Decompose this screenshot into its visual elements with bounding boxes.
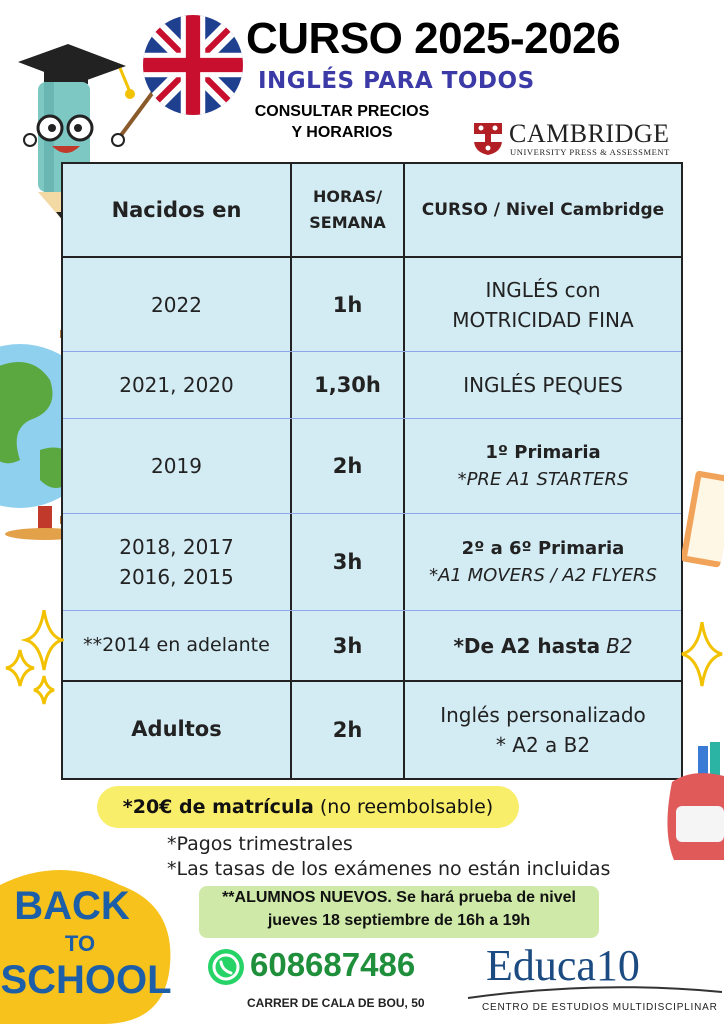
table-row-course: [405, 514, 681, 610]
new-students-line2: jueves 18 septiembre de 16h a 19h: [267, 912, 531, 929]
table-row-course: [405, 258, 681, 351]
header-hours-line2: SEMANA: [309, 213, 386, 232]
exam-fee-note: *Las tasas de los exámenes no están incluidas: [167, 858, 611, 880]
course-line2: B2: [606, 633, 633, 658]
course-line2: *PRE A1 STARTERS: [457, 469, 629, 490]
cambridge-subtitle: UNIVERSITY PRESS & ASSESSMENT: [510, 147, 670, 157]
whatsapp-icon: [207, 948, 245, 986]
table-row-course: [405, 419, 681, 513]
brand-tagline: CENTRO DE ESTUDIOS MULTIDISCIPLINAR: [482, 1002, 718, 1013]
table-row-hours: 1h: [332, 292, 363, 317]
fee-amount: *20€ de matrícula: [122, 796, 314, 818]
course-line2: MOTRICIDAD FINA: [452, 307, 634, 332]
page-subtitle: INGLÉS PARA TODOS: [258, 68, 535, 94]
phone-number[interactable]: 608687486: [250, 946, 416, 983]
table-row-course: [405, 611, 681, 680]
born-line2: 2016, 2015: [119, 565, 234, 589]
table-row-born: **2014 en adelante: [83, 634, 270, 657]
schedule-table: [61, 162, 683, 780]
course-line2: * A2 a B2: [495, 733, 591, 757]
course-line1: 1º Primaria: [485, 442, 601, 463]
bts-line2: TO: [64, 931, 96, 956]
table-row-born: 2021, 2020: [119, 373, 234, 397]
table-row-born: [63, 514, 290, 610]
notebook-icon: [682, 468, 724, 568]
fee-text: [97, 786, 519, 828]
brand-name: Educa10: [486, 941, 640, 990]
backpack-icon: [662, 742, 724, 870]
sparkle-icon: [4, 610, 64, 710]
table-row-hours: 1,30h: [314, 373, 381, 397]
born-line1: 2018, 2017: [119, 535, 234, 559]
table-row-hours: 3h: [332, 633, 363, 658]
table-row-born: Adultos: [131, 717, 222, 742]
table-row-born: 2019: [151, 454, 202, 478]
payment-note: *Pagos trimestrales: [167, 833, 353, 855]
course-line1: *De A2 hasta: [453, 633, 601, 658]
table-row-course: INGLÉS PEQUES: [463, 373, 623, 397]
table-row-hours: 3h: [332, 550, 363, 574]
consult-line-2: Y HORARIOS: [291, 124, 393, 141]
table-row-course: [405, 682, 681, 778]
bts-line3: SCHOOL: [0, 958, 172, 1002]
brand-swoosh: [466, 986, 724, 1000]
address: CARRER DE CALA DE BOU, 50: [247, 996, 425, 1010]
table-row-hours: 2h: [332, 454, 363, 478]
back-to-school-badge: [0, 865, 180, 1024]
header-course: CURSO / Nivel Cambridge: [421, 200, 665, 220]
course-line1: INGLÉS con: [485, 277, 601, 302]
uk-flag-icon: [142, 14, 244, 116]
course-line1: 2º a 6º Primaria: [461, 538, 625, 559]
table-row-born: 2022: [151, 292, 202, 317]
course-line2: *A1 MOVERS / A2 FLYERS: [429, 565, 657, 586]
cambridge-name: CAMBRIDGE: [509, 119, 670, 148]
consult-line-1: CONSULTAR PRECIOS: [254, 103, 430, 120]
sparkle-icon: [672, 622, 724, 702]
page-title: CURSO 2025-2026: [246, 14, 621, 63]
table-row-hours: 2h: [332, 718, 363, 742]
fee-note: (no reembolsable): [319, 796, 494, 818]
course-line1: Inglés personalizado: [440, 703, 646, 727]
header-hours-line1: HORAS/: [312, 187, 383, 207]
new-students-line1: **ALUMNOS NUEVOS. Se hará prueba de nivel: [222, 889, 576, 906]
header-hours: [292, 164, 403, 256]
cambridge-shield-icon: [473, 122, 503, 156]
bts-line1: BACK: [14, 884, 130, 928]
header-born: Nacidos en: [111, 198, 242, 222]
